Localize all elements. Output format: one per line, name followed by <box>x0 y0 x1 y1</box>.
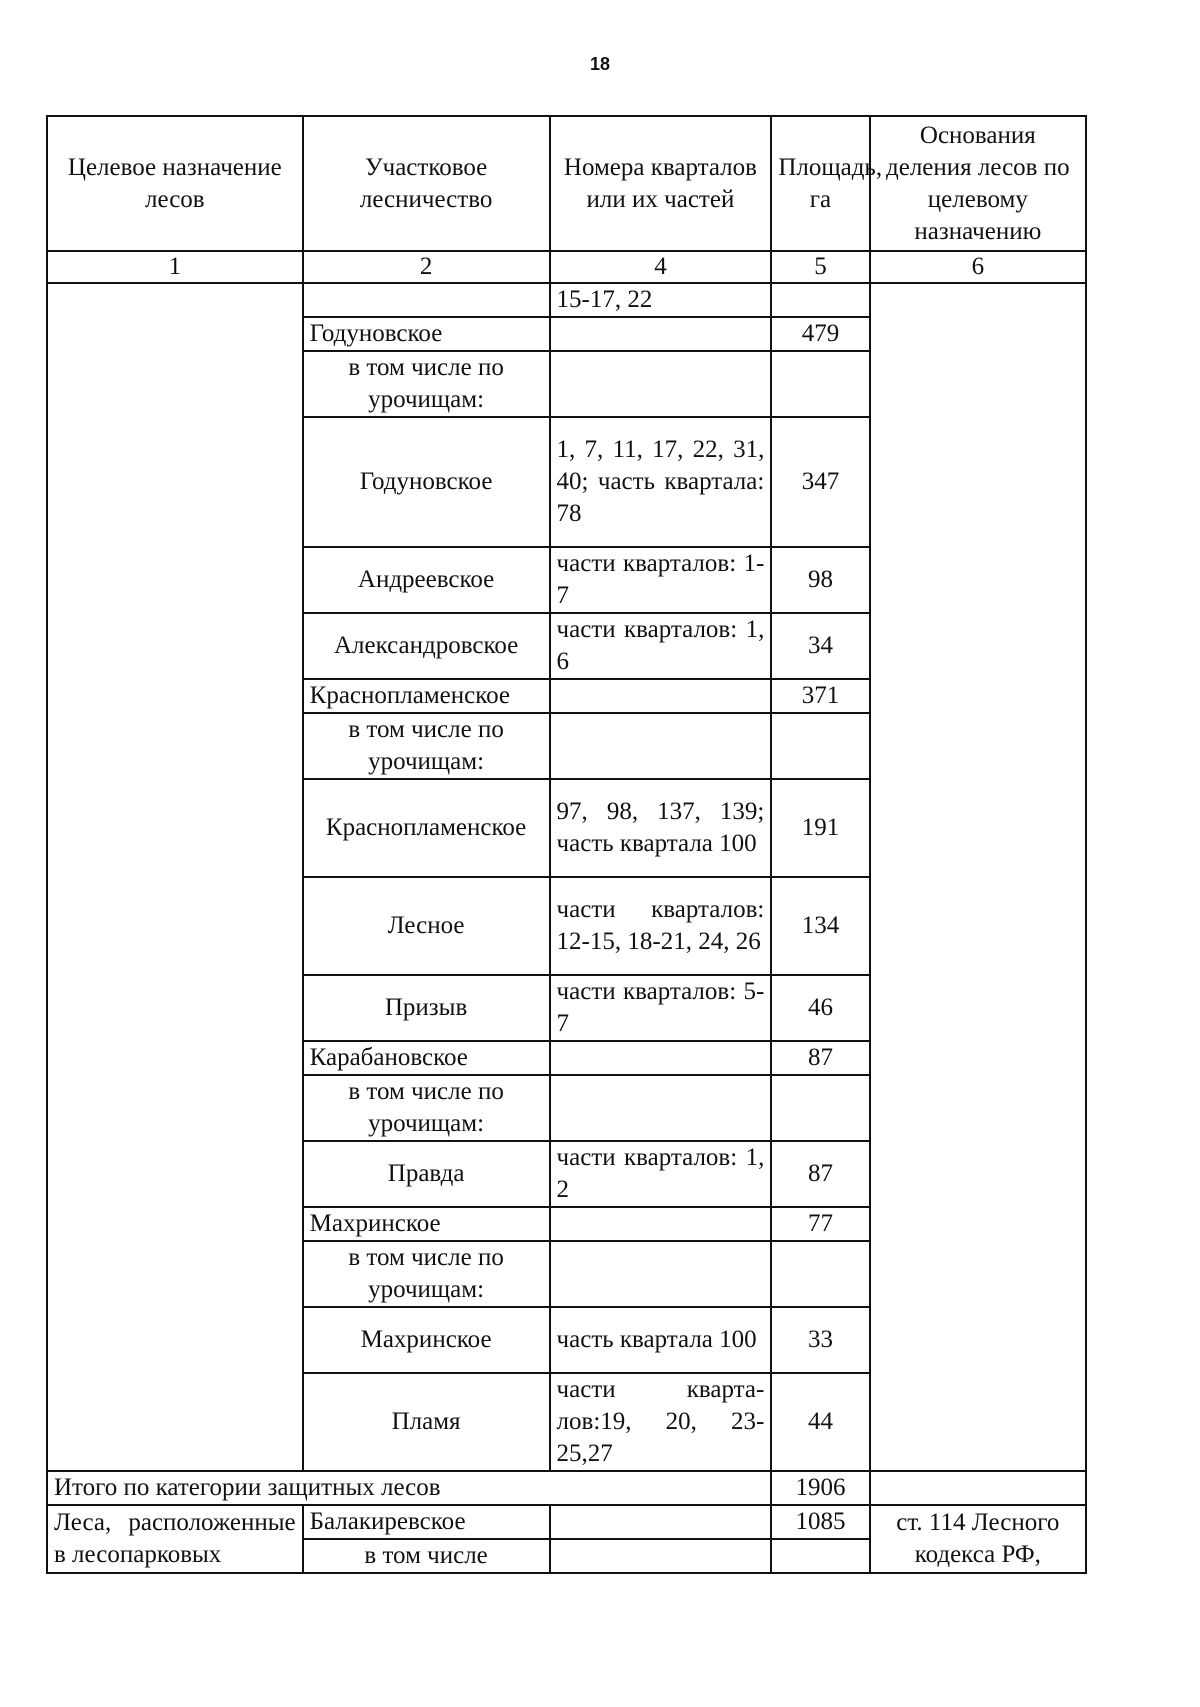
area-cell: 191 <box>771 779 869 877</box>
basis-cell: ст. 114 Лесного кодекса РФ, <box>870 1505 1086 1573</box>
total-label: Итого по категории защитных лесов <box>47 1471 771 1505</box>
area-cell: 479 <box>771 317 869 351</box>
area-cell: 46 <box>771 975 869 1041</box>
district-cell <box>303 283 550 317</box>
district-cell: Лесное <box>303 877 550 975</box>
quarters-cell: 15-17, 22 <box>550 283 772 317</box>
header-quarters: Номера кварталов или их частей <box>550 116 772 251</box>
purpose-cell-empty <box>47 283 303 1471</box>
basis-cell-empty <box>870 283 1086 1471</box>
area-cell: 34 <box>771 613 869 679</box>
purpose-cell: Леса, расположенные в лесопарковых <box>47 1505 303 1573</box>
table-row <box>47 1505 1086 1539</box>
district-cell: Правда <box>303 1141 550 1207</box>
total-row <box>47 1471 1086 1505</box>
area-cell: 87 <box>771 1041 869 1075</box>
column-number: 1 <box>47 251 303 283</box>
district-cell: Андреевское <box>303 547 550 613</box>
quarters-cell: части кварталов: 12-15, 18-21, 24, 26 <box>550 877 772 975</box>
quarters-cell-empty <box>550 1539 772 1573</box>
area-cell <box>771 713 869 779</box>
quarters-cell <box>550 1041 772 1075</box>
quarters-cell <box>550 713 772 779</box>
quarters-cell <box>550 679 772 713</box>
quarters-cell <box>550 317 772 351</box>
area-cell <box>771 283 869 317</box>
header-basis: Основания деления лесов по целевому назначению <box>870 116 1086 251</box>
quarters-cell-empty <box>550 1505 772 1539</box>
quarters-cell <box>550 351 772 417</box>
area-cell: 77 <box>771 1207 869 1241</box>
column-number: 6 <box>870 251 1086 283</box>
district-cell: в том числе по урочищам: <box>303 351 550 417</box>
header-row <box>47 116 1086 251</box>
area-cell: 134 <box>771 877 869 975</box>
area-cell <box>771 1241 869 1307</box>
area-cell <box>771 1075 869 1141</box>
area-cell: 98 <box>771 547 869 613</box>
area-cell <box>771 351 869 417</box>
forest-purpose-table <box>46 115 1087 1574</box>
quarters-cell <box>550 1241 772 1307</box>
area-cell-empty <box>771 1539 869 1573</box>
header-area: Площадь, га <box>771 116 869 251</box>
quarters-cell: части кварталов: 1-7 <box>550 547 772 613</box>
district-cell: Балакиревское <box>303 1505 550 1539</box>
district-cell: в том числе <box>303 1539 550 1573</box>
area-cell: 347 <box>771 417 869 547</box>
district-cell: Махринское <box>303 1307 550 1373</box>
quarters-cell <box>550 1075 772 1141</box>
area-cell: 1085 <box>771 1505 869 1539</box>
header-district: Участковое лесничество <box>303 116 550 251</box>
total-basis-empty <box>870 1471 1086 1505</box>
area-cell: 33 <box>771 1307 869 1373</box>
district-cell: в том числе по урочищам: <box>303 1075 550 1141</box>
total-area: 1906 <box>771 1471 869 1505</box>
page-number: 18 <box>589 54 611 74</box>
area-cell: 87 <box>771 1141 869 1207</box>
quarters-cell: части кварталов: 1, 6 <box>550 613 772 679</box>
district-cell: Краснопламенское <box>303 679 550 713</box>
area-cell: 44 <box>771 1373 869 1471</box>
district-cell: Александровское <box>303 613 550 679</box>
district-cell: Карабановское <box>303 1041 550 1075</box>
header-purpose: Целевое назначение лесов <box>47 116 303 251</box>
quarters-cell: 1, 7, 11, 17, 22, 31, 40; часть квартала: 78 <box>550 417 772 547</box>
quarters-cell: части кварталов: 5-7 <box>550 975 772 1041</box>
column-number-row <box>47 251 1086 283</box>
district-cell: в том числе по урочищам: <box>303 1241 550 1307</box>
district-cell: Годуновское <box>303 417 550 547</box>
quarters-cell <box>550 1207 772 1241</box>
column-number: 4 <box>550 251 772 283</box>
column-number: 2 <box>303 251 550 283</box>
table-row <box>47 283 1086 317</box>
quarters-cell: 97, 98, 137, 139; часть квартала 100 <box>550 779 772 877</box>
district-cell: Годуновское <box>303 317 550 351</box>
area-cell: 371 <box>771 679 869 713</box>
district-cell: Пламя <box>303 1373 550 1471</box>
district-cell: Призыв <box>303 975 550 1041</box>
quarters-cell: части кварталов: 1, 2 <box>550 1141 772 1207</box>
quarters-cell: части кварта-лов:19, 20, 23-25,27 <box>550 1373 772 1471</box>
quarters-cell: часть квартала 100 <box>550 1307 772 1373</box>
district-cell: Махринское <box>303 1207 550 1241</box>
district-cell: Краснопламенское <box>303 779 550 877</box>
district-cell: в том числе по урочищам: <box>303 713 550 779</box>
column-number: 5 <box>771 251 869 283</box>
